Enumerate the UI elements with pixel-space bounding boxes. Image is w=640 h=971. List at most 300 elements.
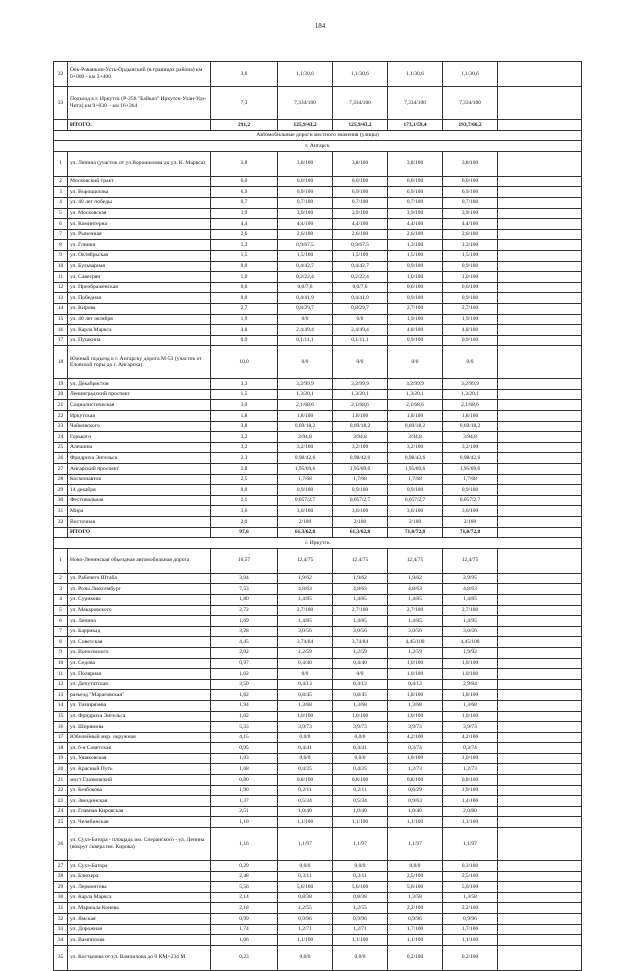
value-cell-3: 7,334/100 <box>388 87 443 120</box>
value-cell-2: 7,334/100 <box>333 87 388 120</box>
value-cell-4: 0,9/100 <box>443 293 498 304</box>
value-cell-3: 1,1/30,6 <box>388 62 443 87</box>
length-cell: 3,8 <box>211 151 278 176</box>
value-cell-2: 0/0 <box>333 669 388 680</box>
length-cell: 1,94 <box>211 700 278 711</box>
value-cell-4: 2,9/84 <box>443 679 498 690</box>
table-row <box>54 935 582 946</box>
empty-cell <box>498 914 582 925</box>
road-name: ул. Депутатская <box>68 679 211 690</box>
value-cell-3: 3/94,8 <box>388 432 443 443</box>
value-cell-1: 3,9/73 <box>278 722 333 733</box>
row-number: 9 <box>54 250 68 261</box>
value-cell-4: 1,1/100 <box>443 935 498 946</box>
value-cell-1: 7,334/100 <box>278 87 333 120</box>
length-cell: 291,2 <box>211 120 278 131</box>
road-name: Московский тракт <box>68 176 211 187</box>
table-row <box>54 389 582 400</box>
value-cell-3: 1,3/68 <box>388 700 443 711</box>
value-cell-2: 1,0/40 <box>333 806 388 817</box>
table-row <box>54 775 582 786</box>
road-name: Космонавтов <box>68 474 211 485</box>
value-cell-2: 1,2/55 <box>333 903 388 914</box>
value-cell-1: 2,7/100 <box>278 605 333 616</box>
value-cell-1: 0/0 <box>278 314 333 325</box>
value-cell-2: 0/0 <box>333 314 388 325</box>
length-cell: 10,0 <box>211 346 278 379</box>
table-row <box>54 690 582 701</box>
value-cell-3: 4,4/100 <box>388 219 443 230</box>
road-name: Мира <box>68 506 211 517</box>
road-name: ИТОГО <box>68 527 211 538</box>
table-row <box>54 903 582 914</box>
value-cell-1: 1,2/59 <box>278 647 333 658</box>
value-cell-1: 1,8/100 <box>278 411 333 422</box>
value-cell-2: 0,2/11 <box>333 785 388 796</box>
value-cell-3: 3,2/100 <box>388 442 443 453</box>
value-cell-4: 0,057/2,7 <box>443 495 498 506</box>
row-number: 10 <box>54 658 68 669</box>
value-cell-3: 2,7/100 <box>388 303 443 314</box>
empty-cell <box>498 314 582 325</box>
empty-cell <box>498 293 582 304</box>
length-cell: 3,3 <box>211 379 278 390</box>
value-cell-3: 173,1/59,4 <box>388 120 443 131</box>
empty-cell <box>498 151 582 176</box>
length-cell: 2,02 <box>211 647 278 658</box>
length-cell: 1,68 <box>211 764 278 775</box>
road-name: Социалистическая <box>68 400 211 411</box>
value-cell-3: 1,3/58 <box>388 892 443 903</box>
value-cell-2: 2,1/68,6 <box>333 400 388 411</box>
empty-cell <box>498 573 582 584</box>
value-cell-1: 1,3/68 <box>278 700 333 711</box>
value-cell-2: 1,3/68 <box>333 700 388 711</box>
road-name: ул. Ширямова <box>68 722 211 733</box>
length-cell: 0,99 <box>211 914 278 925</box>
row-number: 13 <box>54 690 68 701</box>
empty-cell <box>498 806 582 817</box>
empty-cell <box>498 753 582 764</box>
empty-cell <box>498 796 582 807</box>
row-number: 31 <box>54 903 68 914</box>
value-cell-4: 0,2/100 <box>443 945 498 970</box>
road-name: ул. Маршала Конева <box>68 903 211 914</box>
value-cell-4: 2,1/68,6 <box>443 400 498 411</box>
empty-cell <box>498 282 582 293</box>
road-name: ул. Ленина (участок от ул.Ворошилова до ул. К. Маркса) <box>68 151 211 176</box>
value-cell-3: 1,2/73 <box>388 764 443 775</box>
row-number: 19 <box>54 753 68 764</box>
value-cell-3: 2/100 <box>388 517 443 528</box>
road-name: ул. Ленина <box>68 616 211 627</box>
value-cell-4: 1,3/20,1 <box>443 389 498 400</box>
length-cell: 0,9 <box>211 335 278 346</box>
row-number: 4 <box>54 594 68 605</box>
table-row <box>54 474 582 485</box>
value-cell-4: 2,7/100 <box>443 303 498 314</box>
table-row <box>54 828 582 861</box>
value-cell-2: 1,8/100 <box>333 411 388 422</box>
empty-cell <box>498 346 582 379</box>
road-name: ул. 40 лет победы <box>68 197 211 208</box>
value-cell-4: 193,7/66,2 <box>443 120 498 131</box>
row-number: 6 <box>54 616 68 627</box>
value-cell-4: 0,7/100 <box>443 197 498 208</box>
value-cell-2: 1,5/100 <box>333 250 388 261</box>
value-cell-1: 3,2/99,9 <box>278 379 333 390</box>
table-row <box>54 485 582 496</box>
value-cell-1: 1,2/71 <box>278 924 333 935</box>
length-cell: 0,80 <box>211 775 278 786</box>
value-cell-2: 0,9/100 <box>333 485 388 496</box>
value-cell-3: 2,7/100 <box>388 605 443 616</box>
row-number: 3 <box>54 584 68 595</box>
table-row <box>54 346 582 379</box>
row-number: 8 <box>54 240 68 251</box>
table-row <box>54 711 582 722</box>
empty-cell <box>498 828 582 861</box>
empty-cell <box>498 764 582 775</box>
empty-cell <box>498 87 582 120</box>
value-cell-1: 0,9/96 <box>278 914 333 925</box>
table-row <box>54 87 582 120</box>
value-cell-1: 61,3/62,8 <box>278 527 333 538</box>
value-cell-3: 3,9/100 <box>388 208 443 219</box>
value-cell-4: 71,0/72,8 <box>443 527 498 538</box>
value-cell-1: 0,057/2,7 <box>278 495 333 506</box>
row-number: 24 <box>54 806 68 817</box>
value-cell-1: 0,4/42,7 <box>278 261 333 272</box>
road-name: ул. Сухэ-Батора <box>68 861 211 872</box>
value-cell-2: 0,4/25 <box>333 764 388 775</box>
length-cell: 2,7 <box>211 303 278 314</box>
table-row <box>54 573 582 584</box>
road-name: ул. Полярная <box>68 669 211 680</box>
value-cell-4: 2,5/100 <box>443 871 498 882</box>
road-name: мост Глазковский <box>68 775 211 786</box>
row-number: 1 <box>54 548 68 573</box>
value-cell-4: 0,9/100 <box>443 261 498 272</box>
road-name: ул. Сухэ-Батора - площадь им. Сперанского - ул. Ленина (вокруг сквера им. Кирова) <box>68 828 211 861</box>
row-number: 30 <box>54 892 68 903</box>
section-row <box>54 538 582 549</box>
table-row <box>54 282 582 293</box>
road-name: ул. Савесрян <box>68 272 211 283</box>
value-cell-2: 0,4/42,7 <box>333 261 388 272</box>
road-name: Ново-Ленинская объездная автомобильная дорога <box>68 548 211 573</box>
value-cell-3: 0,9/63 <box>388 796 443 807</box>
row-number: 33 <box>54 924 68 935</box>
value-cell-1: 0,0/0 <box>278 732 333 743</box>
road-name: ул. Ушаковская <box>68 753 211 764</box>
row-number: 14 <box>54 700 68 711</box>
road-name: ул. Челябинская <box>68 817 211 828</box>
empty-cell <box>498 176 582 187</box>
length-cell: 3,6 <box>211 506 278 517</box>
table-row <box>54 616 582 627</box>
empty-cell <box>498 817 582 828</box>
road-name: Подъезд к г. Иркутск (Р-258 "Байкал" Иркутск-Улан-Удэ-Чита) км 9+030 – км 16+364 <box>68 87 211 120</box>
road-name: ул. Красный Путь <box>68 764 211 775</box>
value-cell-1: 0,8/29,7 <box>278 303 333 314</box>
table-row <box>54 871 582 882</box>
empty-cell <box>498 325 582 336</box>
value-cell-2: 3,2/99,9 <box>333 379 388 390</box>
value-cell-3: 1,1/100 <box>388 817 443 828</box>
value-cell-4: 1,3/58 <box>443 892 498 903</box>
length-cell: 4,4 <box>211 219 278 230</box>
empty-cell <box>498 935 582 946</box>
value-cell-3: 1,0/100 <box>388 711 443 722</box>
length-cell: 0,97 <box>211 658 278 669</box>
length-cell: 5,33 <box>211 722 278 733</box>
length-cell: 1,3 <box>211 240 278 251</box>
road-name: ул. Карла Маркса <box>68 325 211 336</box>
value-cell-3: 0,8/100 <box>388 775 443 786</box>
row-number: 23 <box>54 421 68 432</box>
value-cell-1: 0,9/67,5 <box>278 240 333 251</box>
table-row <box>54 785 582 796</box>
value-cell-1: 3,6/100 <box>278 506 333 517</box>
length-cell: 1,06 <box>211 935 278 946</box>
value-cell-1: 1,9/62 <box>278 573 333 584</box>
length-cell: 7,53 <box>211 584 278 595</box>
value-cell-1: 0,5/34 <box>278 796 333 807</box>
value-cell-1: 2,1/68,6 <box>278 400 333 411</box>
empty-cell <box>498 442 582 453</box>
value-cell-2: 0,2/22,4 <box>333 272 388 283</box>
row-number: 21 <box>54 775 68 786</box>
table-row <box>54 432 582 443</box>
length-cell: 1,82 <box>211 690 278 701</box>
value-cell-3: 1,7/68 <box>388 474 443 485</box>
row-number: 26 <box>54 453 68 464</box>
value-cell-4: 0,3/74 <box>443 743 498 754</box>
length-cell: 6,0 <box>211 176 278 187</box>
length-cell: 3,0 <box>211 400 278 411</box>
empty-cell <box>498 474 582 485</box>
road-name: ул. Советская <box>68 637 211 648</box>
table-row <box>54 442 582 453</box>
empty-cell <box>498 722 582 733</box>
value-cell-4: 0/0 <box>443 346 498 379</box>
value-cell-3: 1,5/100 <box>388 250 443 261</box>
table-row <box>54 796 582 807</box>
row-number <box>54 527 68 538</box>
empty-cell <box>498 892 582 903</box>
value-cell-2: 0,0/7,6 <box>333 282 388 293</box>
row-number: 23 <box>54 796 68 807</box>
length-cell: 4,15 <box>211 732 278 743</box>
value-cell-4: 6,0/100 <box>443 176 498 187</box>
value-cell-4: 1,7/68 <box>443 474 498 485</box>
value-cell-1: 1,1/30,6 <box>278 62 333 87</box>
row-number: 16 <box>54 722 68 733</box>
section-row <box>54 130 582 141</box>
empty-cell <box>498 495 582 506</box>
road-name: ул. Ямская <box>68 914 211 925</box>
value-cell-2: 5,6/100 <box>333 882 388 893</box>
road-name: Иркутская <box>68 411 211 422</box>
value-cell-2: 0,5/34 <box>333 796 388 807</box>
value-cell-3: 6,9/100 <box>388 187 443 198</box>
road-name: ул. Рабочего Штаба <box>68 573 211 584</box>
empty-cell <box>498 605 582 616</box>
row-number: 10 <box>54 261 68 272</box>
table-row <box>54 743 582 754</box>
empty-cell <box>498 647 582 658</box>
value-cell-1: 0,2/11 <box>278 785 333 796</box>
table-row <box>54 669 582 680</box>
value-cell-1: 0,3/11 <box>278 871 333 882</box>
value-cell-4: 3,8/100 <box>443 151 498 176</box>
value-cell-4: 2,9/95 <box>443 573 498 584</box>
empty-cell <box>498 432 582 443</box>
length-cell: 2,5 <box>211 474 278 485</box>
road-name: ул. Победная <box>68 293 211 304</box>
table-row <box>54 732 582 743</box>
value-cell-2: 3,74/84 <box>333 637 388 648</box>
value-cell-4: 5,6/100 <box>443 882 498 893</box>
value-cell-3: 1,8/100 <box>388 411 443 422</box>
value-cell-3: 2,5/100 <box>388 871 443 882</box>
value-cell-2: 0,3/11 <box>333 871 388 882</box>
value-cell-2: 2,7/100 <box>333 605 388 616</box>
value-cell-2: 4,8/63 <box>333 584 388 595</box>
table-row <box>54 293 582 304</box>
value-cell-2: 0,98/42,6 <box>333 453 388 464</box>
value-cell-1: 6,9/100 <box>278 187 333 198</box>
empty-cell <box>498 871 582 882</box>
value-cell-2: 6,9/100 <box>333 187 388 198</box>
value-cell-3: 1,4/85 <box>388 594 443 605</box>
empty-cell <box>498 945 582 970</box>
value-cell-1: 3,0/56 <box>278 626 333 637</box>
value-cell-4: 0,9/96 <box>443 914 498 925</box>
value-cell-2: 3,0/56 <box>333 626 388 637</box>
table-row <box>54 914 582 925</box>
table-row <box>54 495 582 506</box>
road-name: ул. Главная Кировская <box>68 806 211 817</box>
table-row <box>54 400 582 411</box>
value-cell-4: 1,0/100 <box>443 753 498 764</box>
empty-cell <box>498 62 582 87</box>
length-cell: 2,0 <box>211 517 278 528</box>
empty-cell <box>498 485 582 496</box>
table-row <box>54 379 582 390</box>
value-cell-2: 1,3/20,1 <box>333 389 388 400</box>
length-cell: 1,9 <box>211 314 278 325</box>
value-cell-2: 1,9/62 <box>333 573 388 584</box>
value-cell-1: 125,9/43,2 <box>278 120 333 131</box>
road-name: ул. Декабристов <box>68 379 211 390</box>
road-name: ул. Тимирязева <box>68 700 211 711</box>
value-cell-1: 5,6/100 <box>278 882 333 893</box>
road-name: ул. Бульварная <box>68 261 211 272</box>
row-number: 11 <box>54 272 68 283</box>
table-row <box>54 421 582 432</box>
value-cell-3: 0,9/100 <box>388 261 443 272</box>
value-cell-4: 1,3/100 <box>443 240 498 251</box>
table-row <box>54 250 582 261</box>
empty-cell <box>498 711 582 722</box>
table-row <box>54 882 582 893</box>
row-number: 5 <box>54 605 68 616</box>
row-number: 14 <box>54 303 68 314</box>
road-name: ул. Баррикад <box>68 626 211 637</box>
empty-cell <box>498 187 582 198</box>
value-cell-1: 2,6/100 <box>278 229 333 240</box>
value-cell-3: 1,7/100 <box>388 924 443 935</box>
table-row <box>54 584 582 595</box>
table-row <box>54 806 582 817</box>
value-cell-3: 4,2/100 <box>388 732 443 743</box>
road-name: Оек-Рованкин-Усть-Ордынский (в границах района) км 0+000 - км 3+400 <box>68 62 211 87</box>
road-name: Фестивальная <box>68 495 211 506</box>
value-cell-2: 3,9/100 <box>333 208 388 219</box>
value-cell-1: 0/0 <box>278 669 333 680</box>
length-cell: 3,28 <box>211 626 278 637</box>
table-row <box>54 658 582 669</box>
table-row <box>54 679 582 690</box>
length-cell: 3,8 <box>211 421 278 432</box>
length-cell: 1,5 <box>211 389 278 400</box>
row-number: 2 <box>54 573 68 584</box>
value-cell-3: 0,6/100 <box>388 282 443 293</box>
row-number: 6 <box>54 219 68 230</box>
table-row <box>54 924 582 935</box>
value-cell-2: 0,9/67,5 <box>333 240 388 251</box>
road-name: ул. Коминтерна <box>68 219 211 230</box>
value-cell-2: 125,9/43,2 <box>333 120 388 131</box>
row-number: 27 <box>54 861 68 872</box>
empty-cell <box>498 743 582 754</box>
value-cell-2: 1,4/85 <box>333 594 388 605</box>
road-name: Алешина <box>68 442 211 453</box>
value-cell-4: 1,3/68 <box>443 700 498 711</box>
table-row <box>54 817 582 828</box>
length-cell: 0,6 <box>211 282 278 293</box>
table-row <box>54 272 582 283</box>
value-cell-2: 1,0/100 <box>333 711 388 722</box>
table-row <box>54 208 582 219</box>
road-name: 14 декабря <box>68 485 211 496</box>
value-cell-4: 7,334/100 <box>443 87 498 120</box>
empty-cell <box>498 690 582 701</box>
length-cell: 0,7 <box>211 197 278 208</box>
road-name: ул. Вампилова <box>68 935 211 946</box>
empty-cell <box>498 120 582 131</box>
value-cell-4: 3,6/100 <box>443 506 498 517</box>
road-name: Ангарский проспект <box>68 464 211 475</box>
value-cell-2: 0,7/100 <box>333 197 388 208</box>
value-cell-2: 4,4/100 <box>333 219 388 230</box>
length-cell: 3,2 <box>211 442 278 453</box>
value-cell-4: 4,8/63 <box>443 584 498 595</box>
value-cell-3: 3,8/100 <box>388 151 443 176</box>
empty-cell <box>498 658 582 669</box>
value-cell-4: 1,0/100 <box>443 658 498 669</box>
value-cell-2: 0,8/45 <box>333 690 388 701</box>
table-row <box>54 722 582 733</box>
empty-cell <box>498 464 582 475</box>
row-number: 7 <box>54 626 68 637</box>
table-row <box>54 861 582 872</box>
row-number: 5 <box>54 208 68 219</box>
row-number: 8 <box>54 637 68 648</box>
row-number: 21 <box>54 400 68 411</box>
